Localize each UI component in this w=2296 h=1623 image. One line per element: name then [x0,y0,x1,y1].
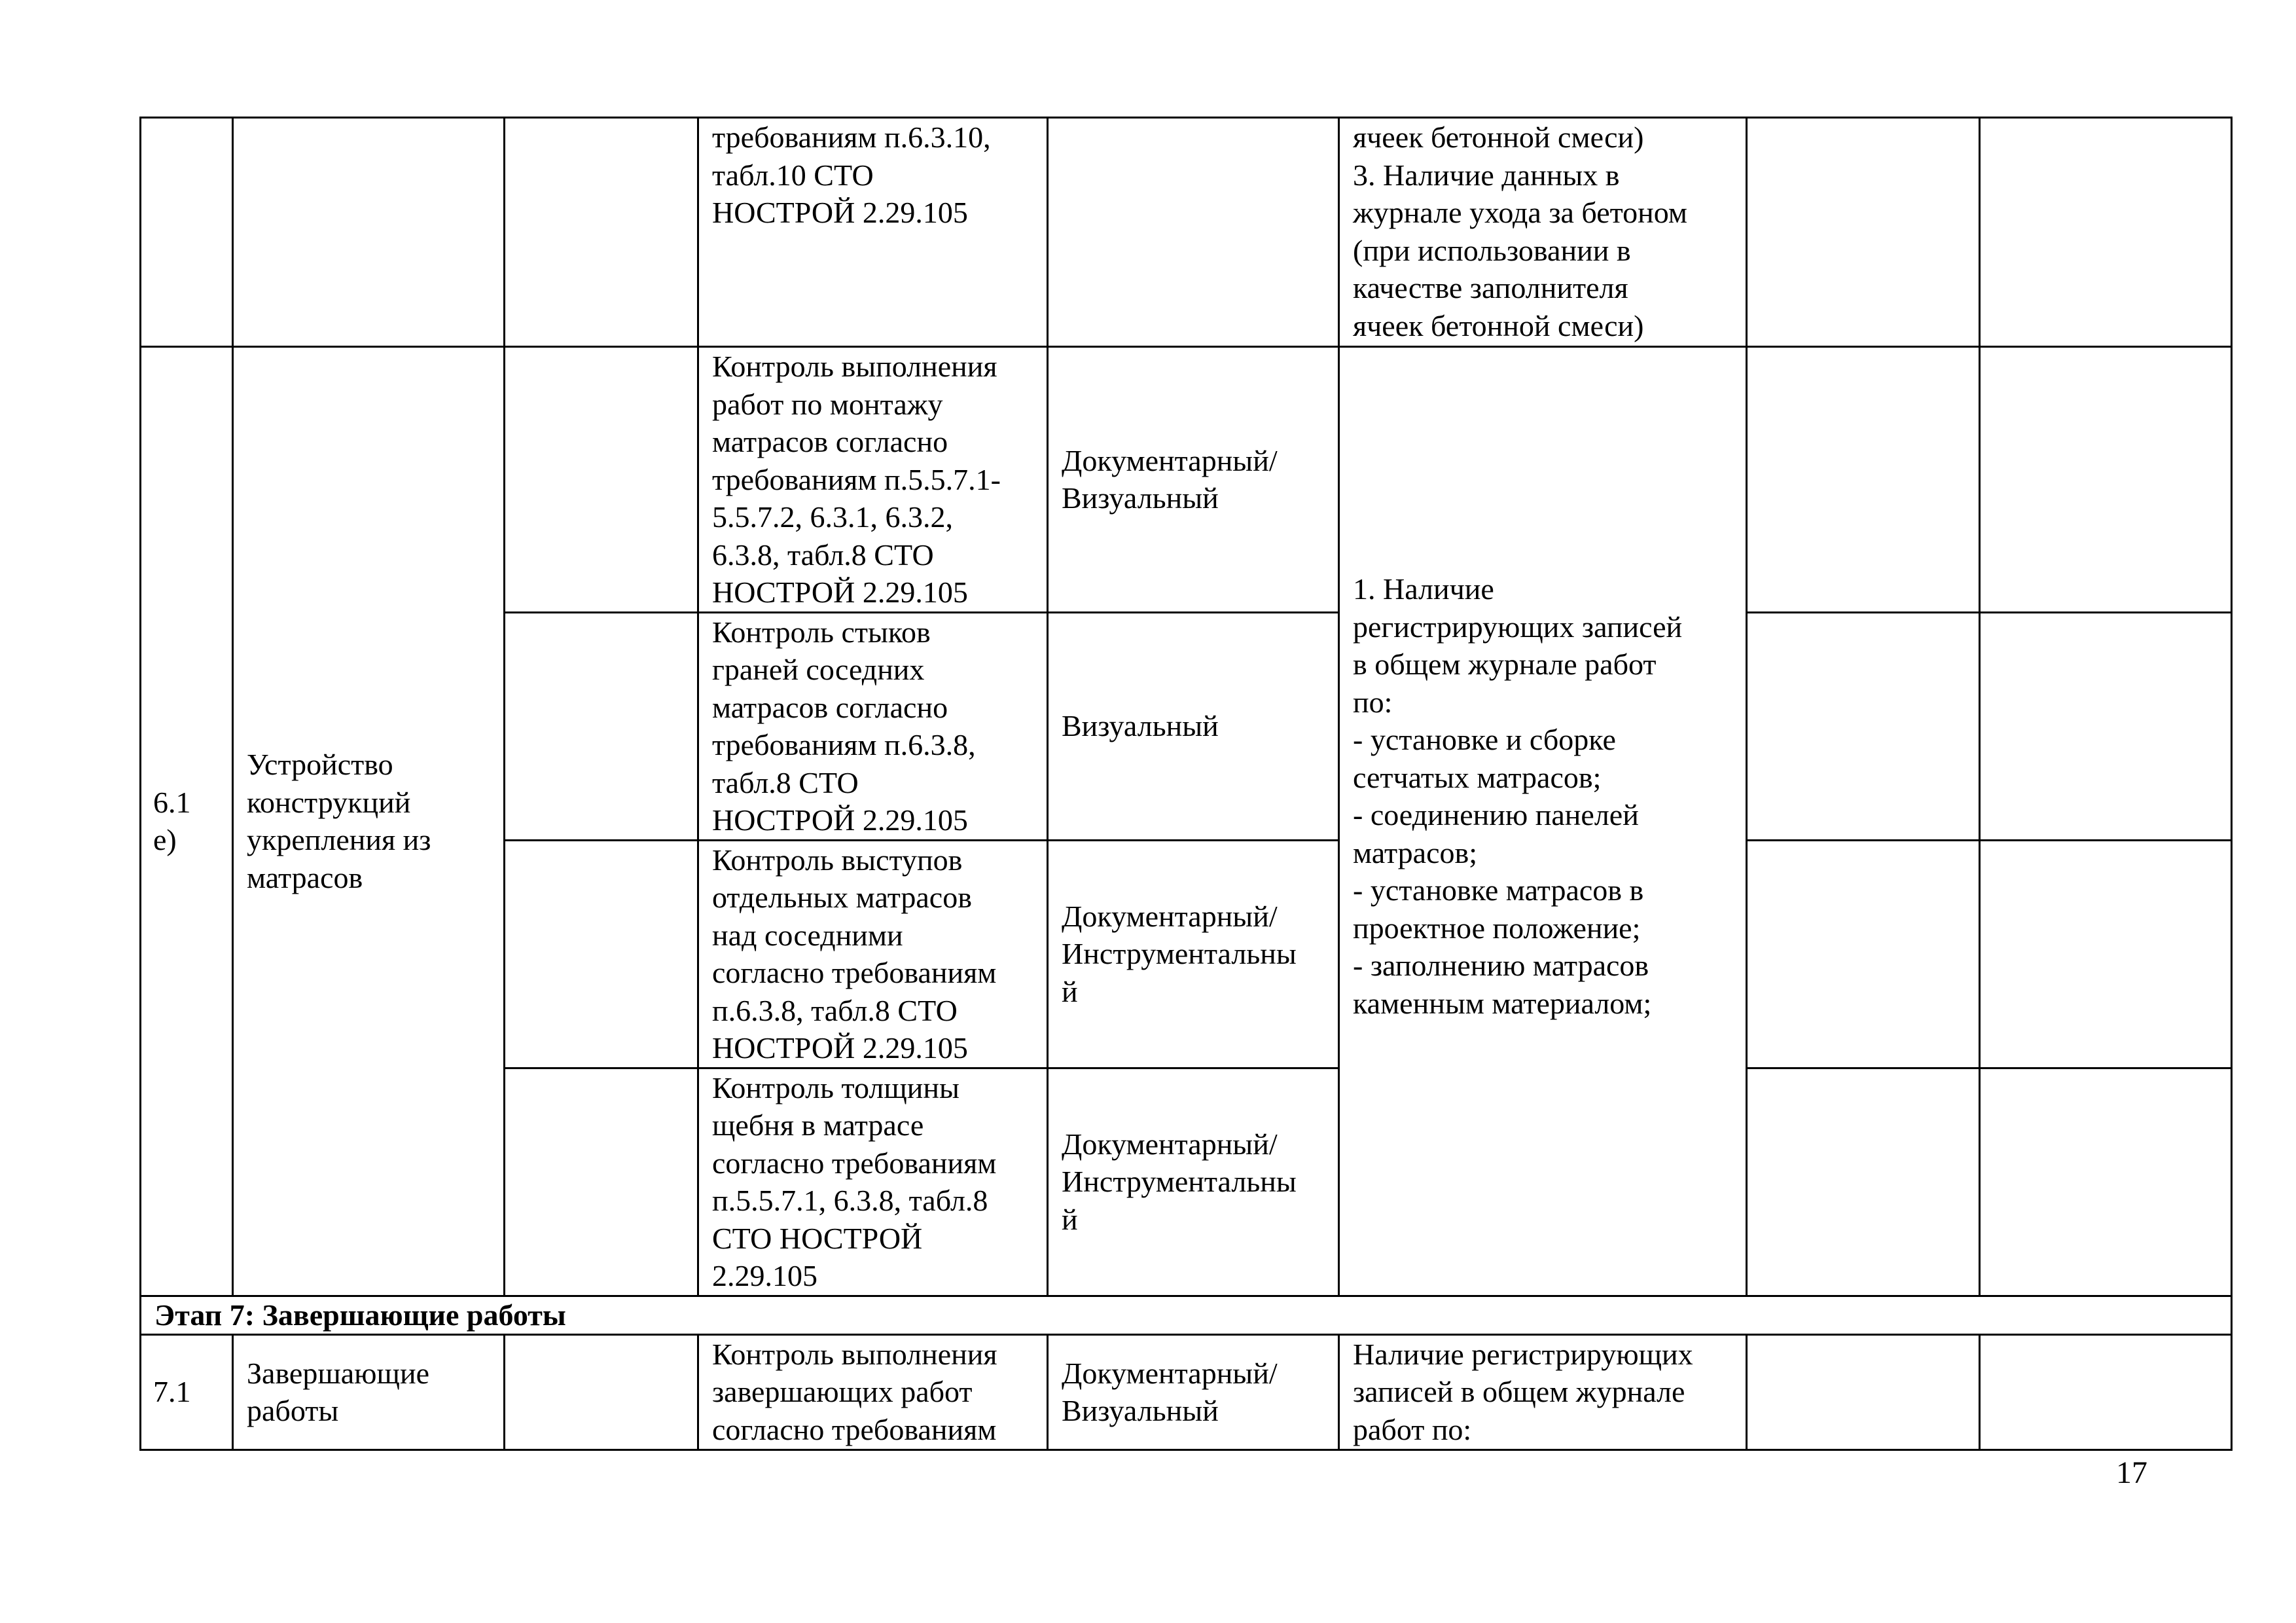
cell-col7 [1747,347,1980,613]
table-row-7-1 [141,1334,2232,1450]
method-text: Визуальный [1062,709,1219,743]
records-text: ячеек бетонной смеси) 3. Наличие данных в журнале ухода за бетоном (при использовании в качестве заполнителя ячеек бетонной смеси) [1353,120,1687,342]
records-text: 1. Наличие регистрирующих записей в общем журнале работ по: - установке и сборке сетчатых матрасов; - соединению панелей матрасов; - установке матрасов в проектное положение; - заполнению матрасов каменным материалом; [1353,572,1683,1020]
cell-method [1048,1068,1339,1296]
cell-control [698,1334,1048,1450]
cell-col8 [1980,347,2232,613]
records-text: Наличие регистрирующих записей в общем журнале работ по: [1353,1337,1693,1446]
control-text: Контроль стыков граней соседних матрасов согласно требованиям п.6.3.8, табл.8 СТО НОСТРОЙ 2.29.105 [712,615,976,837]
cell-col7 [1747,1068,1980,1296]
cell-col3 [505,118,698,347]
method-text: Документарный/ Инструментальны й [1062,1127,1297,1236]
cell-work-name [233,118,505,347]
cell-col7 [1747,840,1980,1068]
cell-col8 [1980,840,2232,1068]
cell-number [141,118,233,347]
cell-method [1048,118,1339,347]
cell-number [141,1334,233,1450]
cell-col7 [1747,1334,1980,1450]
stage-title: Этап 7: Завершающие работы [154,1298,566,1332]
cell-method [1048,612,1339,840]
cell-method [1048,347,1339,613]
cell-col3 [505,347,698,613]
stage-header-row [141,1296,2232,1334]
cell-col7 [1747,118,1980,347]
cell-col3 [505,840,698,1068]
cell-col8 [1980,612,2232,840]
table-row-6-1e-a [141,347,2232,613]
cell-col3 [505,1068,698,1296]
page-number: 17 [2116,1455,2147,1490]
row-number: 6.1 е) [153,785,191,857]
method-text: Документарный/ Визуальный [1062,1356,1278,1427]
table-row-continued [141,118,2232,347]
method-text: Документарный/ Инструментальны й [1062,899,1297,1008]
cell-records [1339,1334,1747,1450]
cell-method [1048,840,1339,1068]
cell-records [1339,118,1747,347]
cell-control [698,347,1048,613]
cell-number [141,347,233,1296]
cell-col3 [505,612,698,840]
cell-control [698,840,1048,1068]
control-text: Контроль выполнения работ по монтажу матрасов согласно требованиям п.5.5.7.1- 5.5.7.2, 6.3.1, 6.3.2, 6.3.8, табл.8 СТО НОСТРОЙ 2.29.105 [712,350,1001,609]
cell-col8 [1980,1334,2232,1450]
cell-col7 [1747,612,1980,840]
cell-work-name [233,347,505,1296]
control-text: Контроль толщины щебня в матрасе согласно требованиям п.5.5.7.1, 6.3.8, табл.8 СТО НОСТРОЙ 2.29.105 [712,1070,997,1292]
cell-control [698,118,1048,347]
control-table [139,117,2233,1451]
control-text: требованиям п.6.3.10, табл.10 СТО НОСТРОЙ 2.29.105 [712,120,991,229]
cell-col8 [1980,118,2232,347]
cell-control [698,1068,1048,1296]
cell-method [1048,1334,1339,1450]
method-text: Документарный/ Визуальный [1062,443,1278,515]
cell-control [698,612,1048,840]
row-number: 7.1 [153,1375,191,1409]
cell-col3 [505,1334,698,1450]
control-text: Контроль выполнения завершающих работ согласно требованиям [712,1337,997,1446]
stage-header [141,1296,2232,1334]
work-name: Устройство конструкций укрепления из матрасов [247,748,431,894]
cell-col8 [1980,1068,2232,1296]
cell-work-name [233,1334,505,1450]
control-text: Контроль выступов отдельных матрасов над соседними согласно требованиям п.6.3.8, табл.8 СТО НОСТРОЙ 2.29.105 [712,843,997,1065]
cell-records [1339,347,1747,1296]
work-name: Завершающие работы [247,1356,429,1427]
